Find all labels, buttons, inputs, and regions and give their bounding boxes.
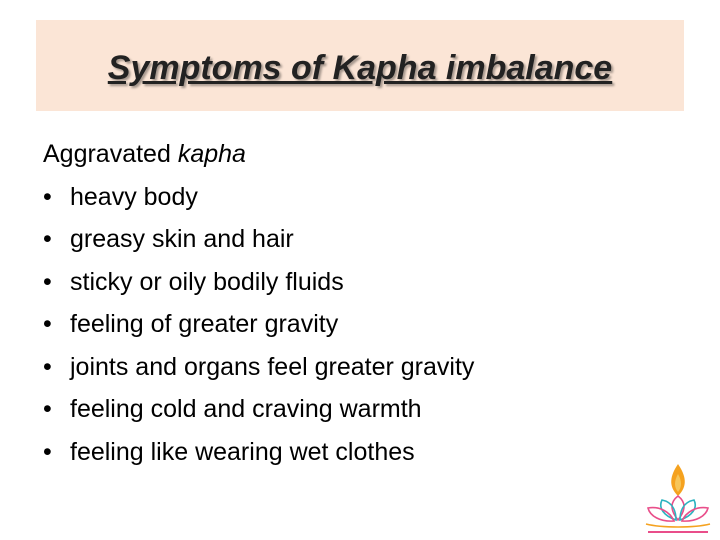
list-item-text: feeling of greater gravity (70, 310, 339, 338)
bullet-icon: • (43, 267, 52, 296)
list-item (43, 346, 474, 389)
bullet-icon: • (43, 310, 52, 338)
list-item-text: heavy body (70, 182, 198, 211)
section-heading (43, 133, 474, 176)
list-item (43, 261, 474, 304)
list-item-text: greasy skin and hair (70, 225, 294, 253)
list-item-text: feeling like wearing wet clothes (70, 437, 415, 466)
list-item-text: joints and organs feel greater gravity (70, 352, 475, 381)
list-item (43, 176, 474, 219)
symptom-list (43, 176, 474, 474)
list-item (43, 388, 474, 431)
bullet-icon: • (43, 352, 52, 381)
list-item (43, 303, 474, 346)
slide-title: Symptoms of Kapha imbalance (107, 49, 613, 87)
title-banner (36, 20, 684, 111)
bullet-icon: • (43, 437, 52, 466)
list-item-text: sticky or oily bodily fluids (70, 267, 344, 296)
lotus-flame-logo-icon (640, 462, 716, 538)
section-heading-prefix: Aggravated (43, 140, 178, 168)
bullet-icon: • (43, 395, 52, 423)
section-heading-emphasis: kapha (177, 140, 246, 168)
bullet-icon: • (43, 225, 52, 253)
list-item-text: feeling cold and craving warmth (70, 395, 422, 423)
list-item (43, 431, 474, 474)
bullet-icon: • (43, 182, 52, 211)
slide-body (43, 133, 474, 473)
list-item (43, 218, 474, 261)
